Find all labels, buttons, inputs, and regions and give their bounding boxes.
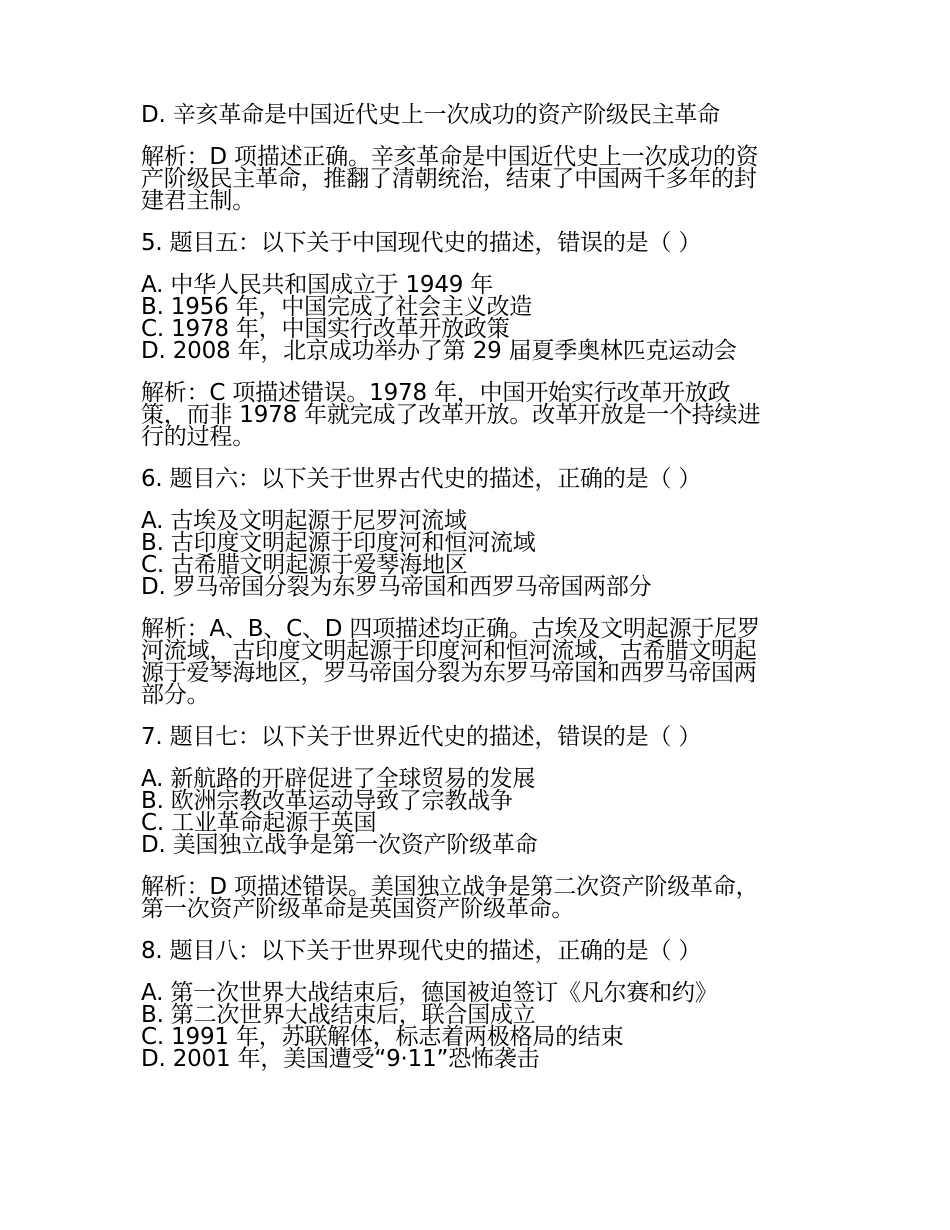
option-a: A. 中华人民共和国成立于 1949 年 <box>141 272 494 298</box>
question-6: 6. 题目六：以下关于世界古代史的描述，正确的是（ ） <box>141 466 702 492</box>
analysis-q4 <box>141 146 813 212</box>
option-a: A. 古埃及文明起源于尼罗河流域 <box>141 508 467 534</box>
analysis-line: 部分。 <box>141 682 210 708</box>
question-5: 5. 题目五：以下关于中国现代史的描述，错误的是（ ） <box>141 230 702 256</box>
analysis-line: 解析：C 项描述错误。1978 年，中国开始实行改革开放政 <box>141 380 731 406</box>
option-d: D. 2001 年，美国遭受“9·11”恐怖袭击 <box>141 1046 540 1072</box>
option-b: B. 欧洲宗教改革运动导致了宗教战争 <box>141 788 513 814</box>
analysis-line: 解析：D 项描述正确。辛亥革命是中国近代史上一次成功的资 <box>141 144 759 170</box>
option-b: B. 第二次世界大战结束后，联合国成立 <box>141 1002 536 1028</box>
analysis-line: 源于爱琴海地区，罗马帝国分裂为东罗马帝国和西罗马帝国两 <box>141 660 757 686</box>
analysis-line: 解析：D 项描述错误。美国独立战争是第二次资产阶级革命， <box>141 874 759 900</box>
option-d: D. 罗马帝国分裂为东罗马帝国和西罗马帝国两部分 <box>141 574 652 600</box>
analysis-line: 产阶级民主革命，推翻了清朝统治，结束了中国两千多年的封 <box>141 166 757 192</box>
option-d: D. 2008 年，北京成功举办了第 29 届夏季奥林匹克运动会 <box>141 338 737 364</box>
option-d-q4: D. 辛亥革命是中国近代史上一次成功的资产阶级民主革命 <box>141 102 720 128</box>
option-c: C. 1991 年，苏联解体，标志着两极格局的结束 <box>141 1024 624 1050</box>
option-c: C. 古希腊文明起源于爱琴海地区 <box>141 552 468 578</box>
options-q8 <box>141 982 813 1070</box>
option-c: C. 1978 年，中国实行改革开放政策 <box>141 316 510 342</box>
document-content <box>141 104 813 1070</box>
option-a: A. 第一次世界大战结束后，德国被迫签订《凡尔赛和约》 <box>141 980 718 1006</box>
options-q5 <box>141 274 813 362</box>
analysis-q7 <box>141 876 813 920</box>
option-c: C. 工业革命起源于英国 <box>141 810 377 836</box>
analysis-line: 第一次资产阶级革命是英国资产阶级革命。 <box>141 896 575 922</box>
analysis-line: 解析：A、B、C、D 四项描述均正确。古埃及文明起源于尼罗 <box>141 616 760 642</box>
analysis-line: 行的过程。 <box>141 424 256 450</box>
option-a: A. 新航路的开辟促进了全球贸易的发展 <box>141 766 536 792</box>
analysis-q5 <box>141 382 813 448</box>
analysis-line: 策，而非 1978 年就完成了改革开放。改革开放是一个持续进 <box>141 402 761 428</box>
analysis-line: 河流域，古印度文明起源于印度河和恒河流域，古希腊文明起 <box>141 638 757 664</box>
question-7: 7. 题目七：以下关于世界近代史的描述，错误的是（ ） <box>141 724 702 750</box>
options-q6 <box>141 510 813 598</box>
options-q7 <box>141 768 813 856</box>
analysis-line: 建君主制。 <box>141 188 256 214</box>
question-8: 8. 题目八：以下关于世界现代史的描述，正确的是（ ） <box>141 938 702 964</box>
option-d: D. 美国独立战争是第一次资产阶级革命 <box>141 832 538 858</box>
option-b: B. 古印度文明起源于印度河和恒河流域 <box>141 530 536 556</box>
option-b: B. 1956 年，中国完成了社会主义改造 <box>141 294 533 320</box>
analysis-q6 <box>141 618 813 706</box>
